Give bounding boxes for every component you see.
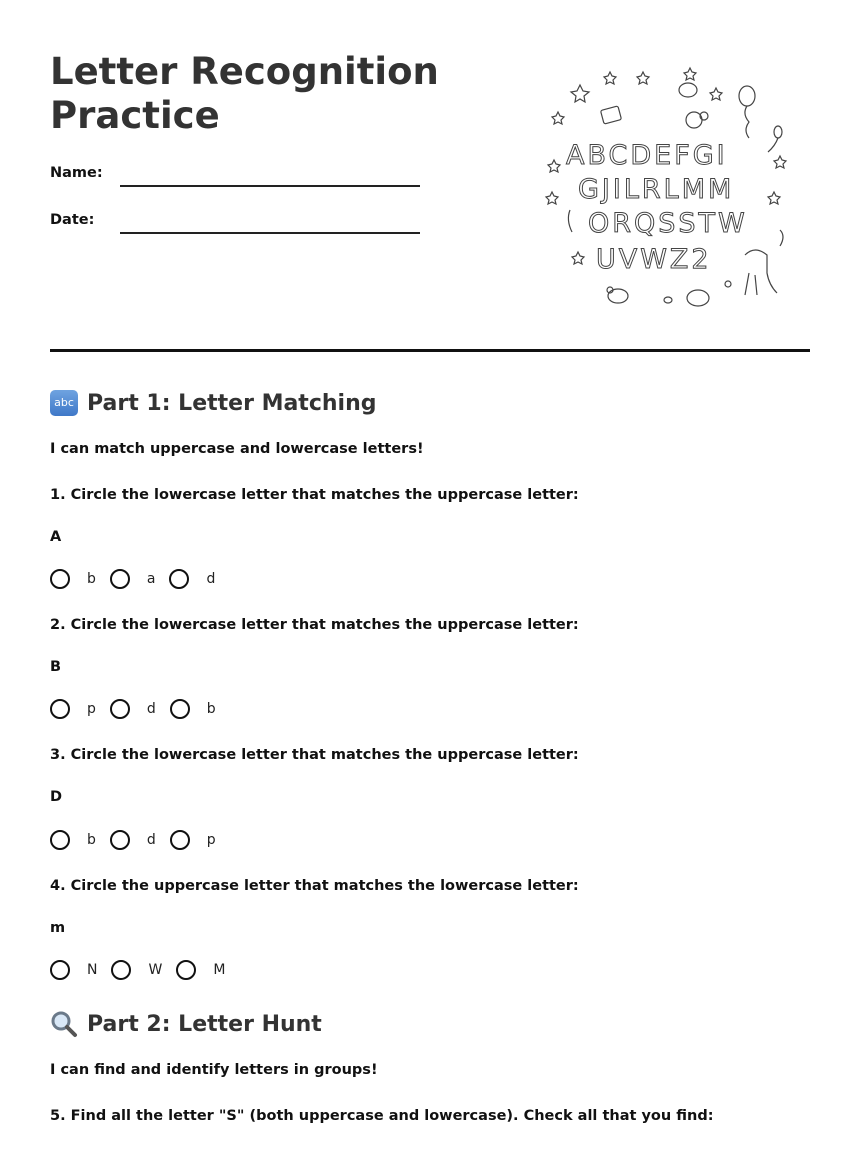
radio-circle[interactable] — [110, 699, 130, 719]
option-label: d — [206, 571, 216, 587]
question-2-letter: B — [50, 659, 62, 675]
question-4-prompt: 4. Circle the uppercase letter that matches the lowercase letter: — [50, 878, 579, 894]
question-1-letter: A — [50, 529, 62, 545]
option-label: b — [87, 832, 96, 848]
radio-circle[interactable] — [170, 830, 190, 850]
question-3-prompt: 3. Circle the lowercase letter that matches the uppercase letter: — [50, 747, 579, 763]
option — [169, 569, 215, 589]
radio-circle[interactable] — [169, 569, 189, 589]
option — [50, 699, 96, 719]
star-icon — [710, 88, 722, 100]
star-icon — [768, 192, 780, 204]
star-icon — [571, 85, 589, 102]
question-3-letter: D — [50, 789, 63, 805]
option-label: d — [146, 832, 156, 848]
question-5-prompt: 5. Find all the letter "S" (both uppercase and lowercase). Check all that you find: — [50, 1108, 714, 1124]
question-1-options — [50, 569, 229, 589]
art-row-3: ORQSSTW — [588, 208, 748, 239]
title-line-1: Letter Recognition — [50, 50, 439, 93]
option — [111, 960, 162, 980]
part1-heading — [50, 390, 376, 416]
radio-circle[interactable] — [170, 699, 190, 719]
option — [50, 569, 96, 589]
page-title — [50, 50, 490, 138]
question-1-prompt: 1. Circle the lowercase letter that matches the uppercase letter: — [50, 487, 579, 503]
question-2-options — [50, 699, 230, 719]
radio-circle[interactable] — [50, 699, 70, 719]
question-4-letter: m — [50, 920, 66, 936]
art-row-2: GJILRLMM — [578, 174, 735, 205]
option-label: p — [87, 701, 96, 717]
date-field[interactable] — [120, 232, 420, 234]
radio-circle[interactable] — [110, 830, 130, 850]
option — [170, 830, 216, 850]
star-icon — [546, 192, 558, 204]
option — [170, 699, 216, 719]
part1-intro: I can match uppercase and lowercase letters! — [50, 441, 424, 457]
abc-badge-icon: abc — [50, 390, 78, 416]
art-row-4: UVWZ2 — [596, 244, 712, 275]
question-2-prompt: 2. Circle the lowercase letter that matches the uppercase letter: — [50, 617, 579, 633]
date-label: Date: — [50, 212, 95, 228]
option-label: d — [146, 701, 156, 717]
part2-heading — [50, 1010, 322, 1038]
question-3-options — [50, 830, 230, 850]
radio-circle[interactable] — [176, 960, 196, 980]
radio-circle[interactable] — [50, 569, 70, 589]
star-icon — [684, 68, 696, 80]
option-label: N — [87, 962, 98, 978]
option — [50, 830, 96, 850]
option-label: M — [213, 962, 226, 978]
option-label: a — [146, 571, 156, 587]
part2-intro: I can find and identify letters in groups! — [50, 1062, 378, 1078]
star-icon — [637, 72, 649, 84]
name-field[interactable] — [120, 185, 420, 187]
star-icon — [572, 252, 584, 264]
option — [110, 830, 156, 850]
radio-circle[interactable] — [50, 830, 70, 850]
option-label: p — [206, 832, 216, 848]
star-icon — [774, 156, 786, 168]
radio-circle[interactable] — [110, 569, 130, 589]
art-row-1: ABCDEFGI — [566, 140, 728, 171]
question-4-options — [50, 960, 239, 980]
header-divider — [50, 349, 810, 352]
radio-circle[interactable] — [111, 960, 131, 980]
option — [110, 699, 156, 719]
option-label: b — [87, 571, 96, 587]
star-icon — [552, 112, 564, 124]
star-icon — [604, 72, 616, 84]
option-label: b — [206, 701, 216, 717]
star-icon — [548, 160, 560, 172]
part2-heading-text: Part 2: Letter Hunt — [87, 1011, 322, 1037]
balloon-icon — [739, 86, 755, 106]
radio-circle[interactable] — [50, 960, 70, 980]
part1-heading-text: Part 1: Letter Matching — [87, 390, 377, 416]
option — [110, 569, 156, 589]
title-line-2: Practice — [50, 94, 220, 137]
magnifying-glass-icon — [50, 1010, 78, 1038]
name-label: Name: — [50, 165, 103, 181]
option-label: W — [148, 962, 163, 978]
option — [50, 960, 97, 980]
option — [176, 960, 225, 980]
alphabet-illustration — [540, 60, 800, 320]
